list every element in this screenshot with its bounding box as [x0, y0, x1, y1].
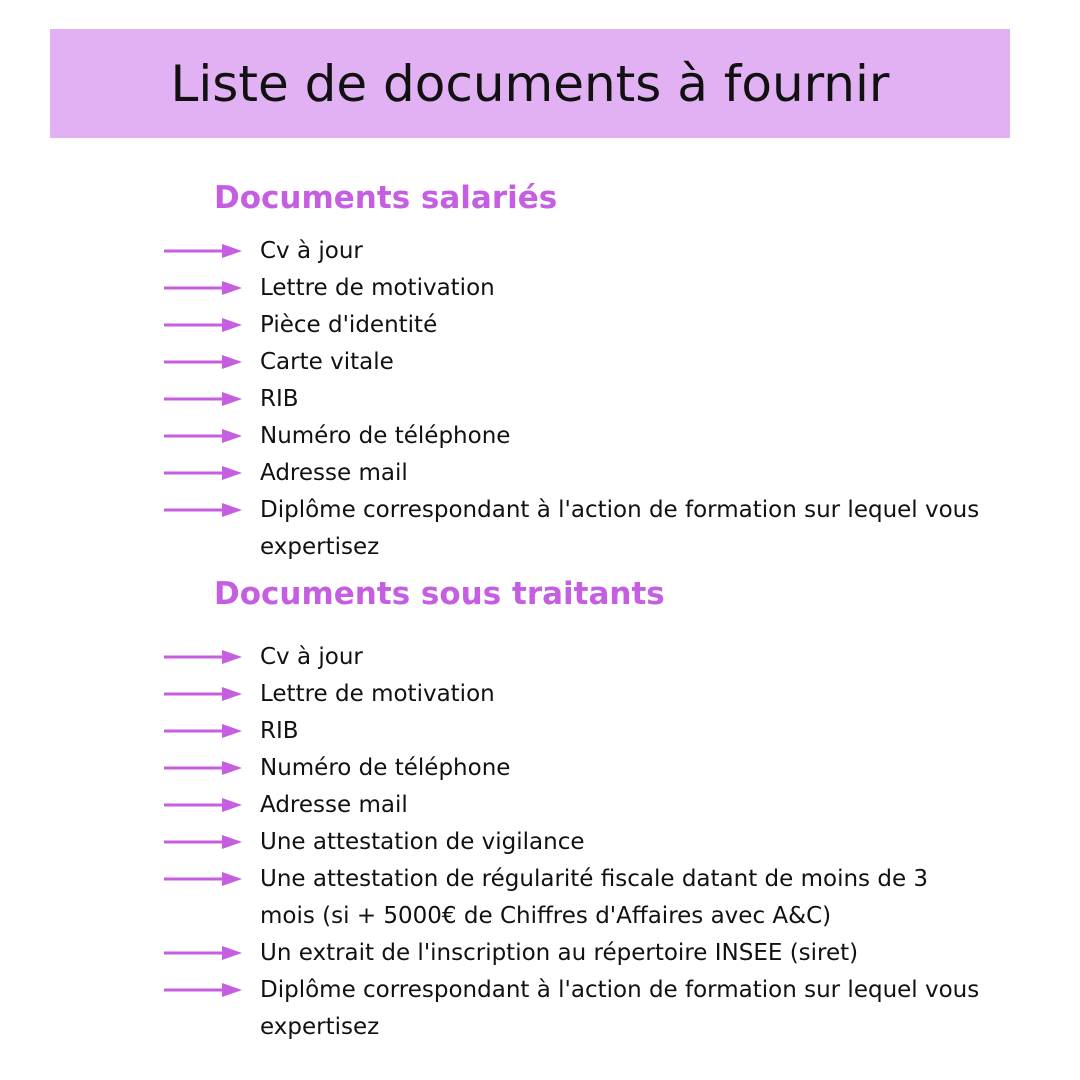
- list-item: [160, 750, 980, 787]
- right-arrow-icon: [164, 983, 242, 997]
- list-item-text: Cv à jour: [260, 644, 363, 670]
- list-item-text: Un extrait de l'inscription au répertoire INSEE (siret): [260, 940, 859, 966]
- section-heading-sous-traitants: Documents sous traitants: [214, 576, 665, 612]
- title-banner: [50, 29, 1010, 138]
- right-arrow-icon: [164, 946, 242, 960]
- list-item-text: Adresse mail: [260, 792, 408, 818]
- list-item-text: Lettre de motivation: [260, 681, 495, 707]
- list-item: [160, 455, 980, 492]
- list-item-text: Numéro de téléphone: [260, 423, 511, 449]
- list-item: [160, 787, 980, 824]
- right-arrow-icon: [164, 872, 242, 886]
- list-salaries: [160, 233, 980, 566]
- right-arrow-icon: [164, 429, 242, 443]
- section-heading-salaries: Documents salariés: [214, 180, 558, 216]
- list-sous-traitants: [160, 639, 980, 1046]
- list-item: [160, 381, 980, 418]
- page-title: Liste de documents à fournir: [170, 54, 890, 113]
- right-arrow-icon: [164, 761, 242, 775]
- list-item-text: Diplôme correspondant à l'action de formation sur lequel vous expertisez: [260, 977, 980, 1040]
- right-arrow-icon: [164, 798, 242, 812]
- list-item: [160, 972, 980, 1046]
- right-arrow-icon: [164, 835, 242, 849]
- list-item: [160, 270, 980, 307]
- list-item-text: Numéro de téléphone: [260, 755, 511, 781]
- right-arrow-icon: [164, 466, 242, 480]
- right-arrow-icon: [164, 724, 242, 738]
- list-item: [160, 861, 980, 935]
- list-item: [160, 307, 980, 344]
- right-arrow-icon: [164, 687, 242, 701]
- list-item-text: RIB: [260, 718, 299, 744]
- right-arrow-icon: [164, 244, 242, 258]
- list-item-text: Diplôme correspondant à l'action de formation sur lequel vous expertisez: [260, 497, 980, 560]
- right-arrow-icon: [164, 650, 242, 664]
- list-item-text: Carte vitale: [260, 349, 394, 375]
- list-item: [160, 639, 980, 676]
- list-item: [160, 418, 980, 455]
- list-item: [160, 344, 980, 381]
- list-item: [160, 824, 980, 861]
- list-item-text: Une attestation de vigilance: [260, 829, 585, 855]
- list-item-text: Cv à jour: [260, 238, 363, 264]
- list-item-text: Pièce d'identité: [260, 312, 438, 338]
- list-item-text: Adresse mail: [260, 460, 408, 486]
- right-arrow-icon: [164, 392, 242, 406]
- right-arrow-icon: [164, 503, 242, 517]
- list-item: [160, 713, 980, 750]
- list-item: [160, 233, 980, 270]
- list-item-text: Une attestation de régularité fiscale datant de moins de 3 mois (si + 5000€ de Chiffres d'Affaires avec A&C): [260, 866, 929, 929]
- list-item: [160, 676, 980, 713]
- right-arrow-icon: [164, 318, 242, 332]
- list-item: [160, 935, 980, 972]
- list-item-text: RIB: [260, 386, 299, 412]
- right-arrow-icon: [164, 355, 242, 369]
- list-item: [160, 492, 980, 566]
- right-arrow-icon: [164, 281, 242, 295]
- list-item-text: Lettre de motivation: [260, 275, 495, 301]
